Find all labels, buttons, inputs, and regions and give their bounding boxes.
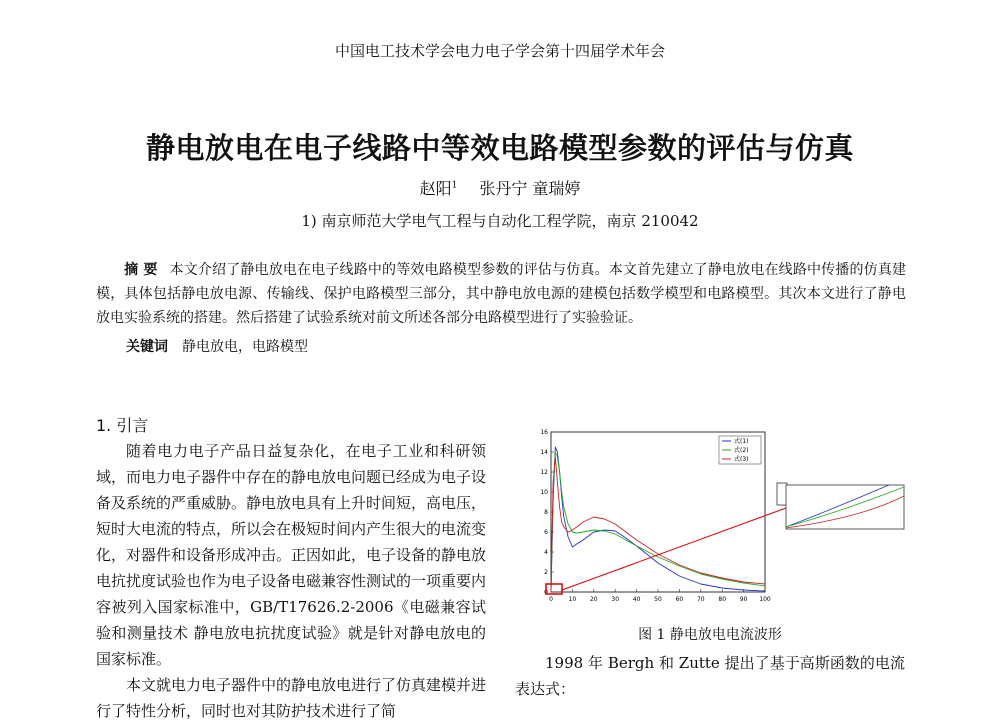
x-tick-label: 100 bbox=[759, 596, 771, 603]
abstract bbox=[96, 258, 906, 330]
conference-header: 中国电工技术学会电力电子学会第十四届学术年会 bbox=[334, 42, 665, 60]
x-tick-label: 30 bbox=[611, 596, 620, 603]
author-list bbox=[0, 176, 1000, 199]
y-tick-label: 12 bbox=[540, 469, 548, 476]
y-tick-label: 8 bbox=[544, 509, 548, 516]
x-tick-label: 90 bbox=[739, 596, 748, 603]
legend bbox=[719, 436, 761, 464]
author-first: 赵阳 bbox=[419, 179, 452, 198]
keywords bbox=[126, 336, 308, 356]
esd-current-waveform-figure bbox=[533, 424, 913, 624]
zoom-inset-frame bbox=[777, 483, 787, 505]
x-tick-label: 80 bbox=[718, 596, 727, 603]
legend-label-2: 式(2) bbox=[734, 447, 749, 454]
y-tick-label: 14 bbox=[540, 449, 548, 456]
y-tick-label: 4 bbox=[544, 549, 548, 556]
y-tick-label: 6 bbox=[544, 529, 548, 536]
keywords-label: 关键词 bbox=[126, 339, 168, 355]
paragraph: 1998 年 Bergh 和 Zutte 提出了基于高斯函数的电流表达式： bbox=[515, 654, 905, 698]
legend-label-1: 式(1) bbox=[734, 438, 749, 445]
left-column-body bbox=[96, 438, 486, 724]
author-others: 张丹宁 童瑞婷 bbox=[479, 179, 581, 198]
paragraph: 本文就电力电子器件中的静电放电进行了仿真建模并进行了特性分析，同时也对其防护技术进行了简 bbox=[96, 676, 487, 720]
y-tick-label: 0 bbox=[544, 589, 548, 596]
affiliation: 1) 南京师范大学电气工程与自动化工程学院，南京 210042 bbox=[301, 212, 699, 230]
x-tick-label: 40 bbox=[632, 596, 641, 603]
x-tick-label: 20 bbox=[589, 596, 598, 603]
author-affiliation-mark: 1 bbox=[451, 180, 458, 191]
x-tick-label: 10 bbox=[568, 596, 577, 603]
y-tick-label: 2 bbox=[544, 569, 548, 576]
x-tick-label: 70 bbox=[696, 596, 705, 603]
abstract-label: 摘 要 bbox=[124, 262, 158, 278]
y-tick-label: 10 bbox=[540, 489, 548, 496]
right-column-body bbox=[515, 650, 905, 702]
abstract-text: 本文介绍了静电放电在电子线路中的等效电路模型参数的评估与仿真。本文首先建立了静电放电在线路中传播的仿真建模，具体包括静电放电源、传输线、保护电路模型三部分，其中静电放电源的建模包括数学模型和电路模型。其次本文进行了静电放电实验系统的搭建。然后搭建了试验系统对前文所述各部分电路模型进行了实验验证。 bbox=[96, 262, 907, 326]
zoom-inset bbox=[786, 485, 904, 529]
x-tick-label: 50 bbox=[654, 596, 662, 603]
x-tick-label: 60 bbox=[675, 596, 684, 603]
y-tick-label: 16 bbox=[540, 429, 548, 436]
x-tick-label: 0 bbox=[549, 596, 553, 603]
section-heading: 1. 引言 bbox=[96, 416, 149, 435]
paragraph: 随着电力电子产品日益复杂化，在电子工业和科研领域，而电力电子器件中存在的静电放电问题已经成为电子设备及系统的严重威胁。静电放电具有上升时间短，高电压，短时大电流的特点，所以会在极短时间内产生很大的电流变化，对器件和设备形成冲击。正因如此，电子设备的静电放电抗扰度试验也作为电子设备电磁兼容性测试的一项重要内容被列入国家标准中，GB/T17626.2-2006《电磁兼容试验和测量技术 静电放电抗扰度试验》就是针对静电放电的国家标准。 bbox=[96, 442, 487, 668]
figure-caption: 图 1 静电放电电流波形 bbox=[638, 627, 782, 643]
paper-title: 静电放电在电子线路中等效电路模型参数的评估与仿真 bbox=[145, 131, 854, 165]
keywords-text: 静电放电，电路模型 bbox=[182, 339, 308, 355]
legend-label-3: 式(3) bbox=[734, 456, 749, 463]
